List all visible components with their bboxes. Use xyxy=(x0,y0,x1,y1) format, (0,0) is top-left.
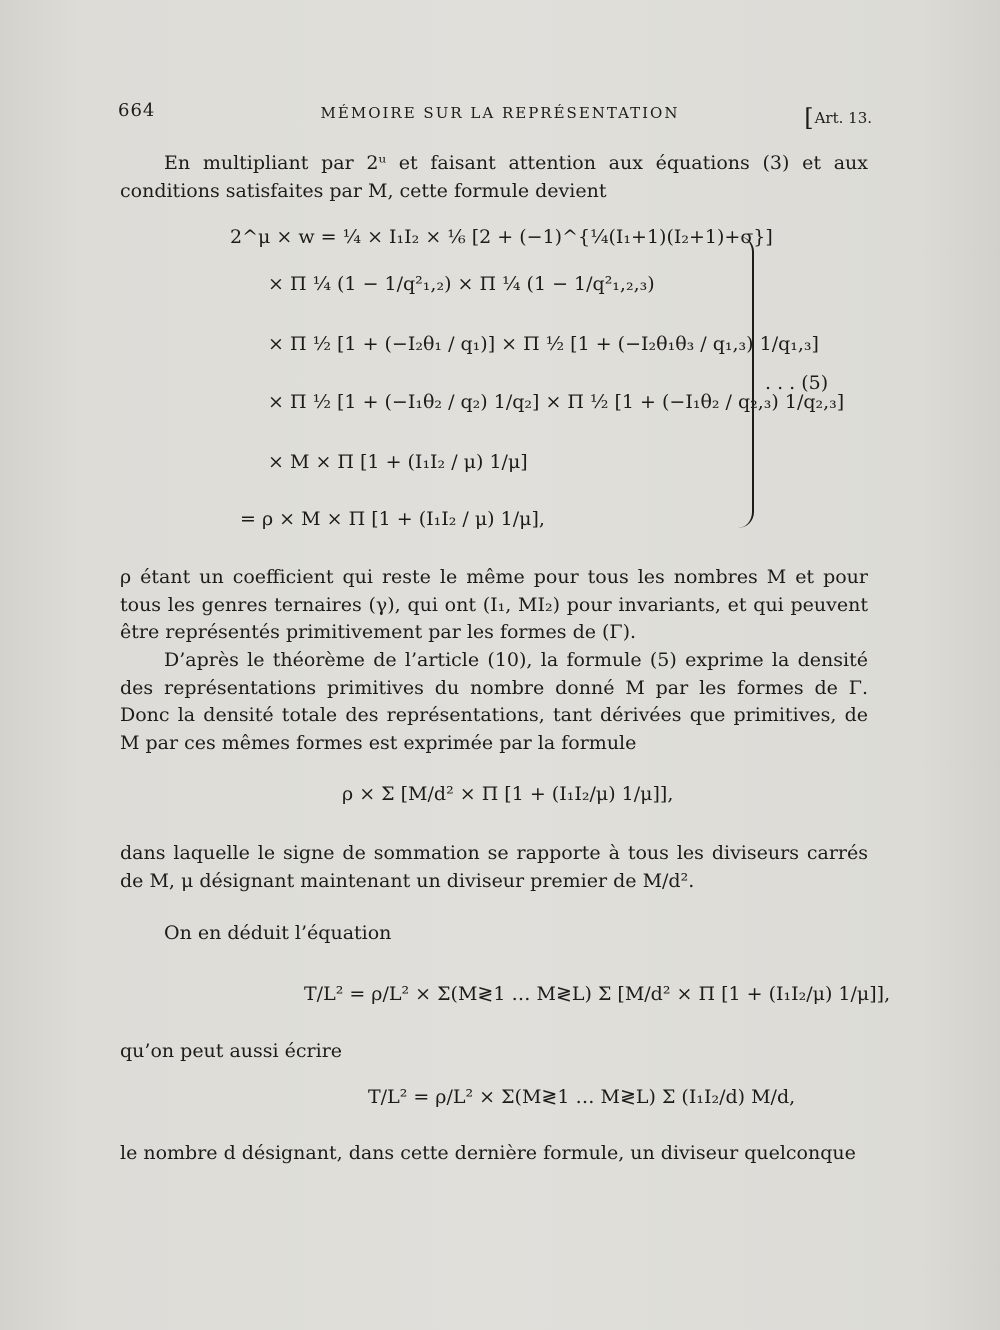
eq5-line6: = ρ × M × Π [1 + (I₁I₂ / μ) 1/μ], xyxy=(240,508,545,530)
article-label: Art. 13. xyxy=(814,109,872,127)
eq5-line3: × Π ½ [1 + (−I₂θ₁ / q₁)] × Π ½ [1 + (−I₂θ₁θ₃ / q₁,₃) 1/q₁,₃] xyxy=(268,333,819,355)
formula-T-over-L2-alt: T/L² = ρ/L² × Σ(M≷1 … M≷L) Σ (I₁I₂/d) M/d, xyxy=(368,1086,796,1108)
paragraph-rho: ρ étant un coefficient qui reste le même pour tous les nombres M et pour tous les genres ternaires (γ), qui ont (I₁, MI₂) pour invariants, et qui peuvent être représentés primitivement par les formes de (Γ). xyxy=(120,566,868,643)
right-brace xyxy=(738,236,754,528)
formula-T-over-L2: T/L² = ρ/L² × Σ(M≷1 … M≷L) Σ [M/d² × Π [1 + (I₁I₂/μ) 1/μ]], xyxy=(304,983,891,1005)
paragraph-divisor: le nombre d désignant, dans cette dernière formule, un diviseur quelconque xyxy=(120,1142,856,1164)
article-ref: [Art. 13. xyxy=(804,104,872,132)
equation-label: . . . (5) xyxy=(765,372,829,394)
paragraph-deduce: On en déduit l’équation xyxy=(164,922,392,944)
formula-density: ρ × Σ [M/d² × Π [1 + (I₁I₂/μ) 1/μ]], xyxy=(342,783,674,805)
running-title: MÉMOIRE SUR LA REPRÉSENTATION xyxy=(320,104,680,122)
eq5-line5: × M × Π [1 + (I₁I₂ / μ) 1/μ] xyxy=(268,451,528,473)
paragraph-theorem: D’après le théorème de l’article (10), la formule (5) exprime la densité des représentations primitives du nombre donné M par les formes de Γ. Donc la densité totale des représentations, tant dérivées que primitives, de M par ces mêmes formes est exprimée par la formule xyxy=(120,649,868,754)
eq5-line1: 2^μ × w = ¼ × I₁I₂ × ⅙ [2 + (−1)^{¼(I₁+1)(I₂+1)+σ}] xyxy=(230,226,773,248)
paragraph-intro: En multipliant par 2ᵘ et faisant attention aux équations (3) et aux conditions satisfaites par M, cette formule devient xyxy=(120,152,868,202)
eq5-line4: × Π ½ [1 + (−I₁θ₂ / q₂) 1/q₂] × Π ½ [1 + (−I₁θ₂ / q₂,₃) 1/q₂,₃] xyxy=(268,391,845,413)
paragraph-rewrite: qu’on peut aussi écrire xyxy=(120,1040,343,1062)
paragraph-sum: dans laquelle le signe de sommation se rapporte à tous les diviseurs carrés de M, μ désignant maintenant un diviseur premier de M/d². xyxy=(120,842,868,892)
eq5-line2: × Π ¼ (1 − 1/q²₁,₂) × Π ¼ (1 − 1/q²₁,₂,₃) xyxy=(268,273,655,295)
page-number: 664 xyxy=(118,100,156,121)
